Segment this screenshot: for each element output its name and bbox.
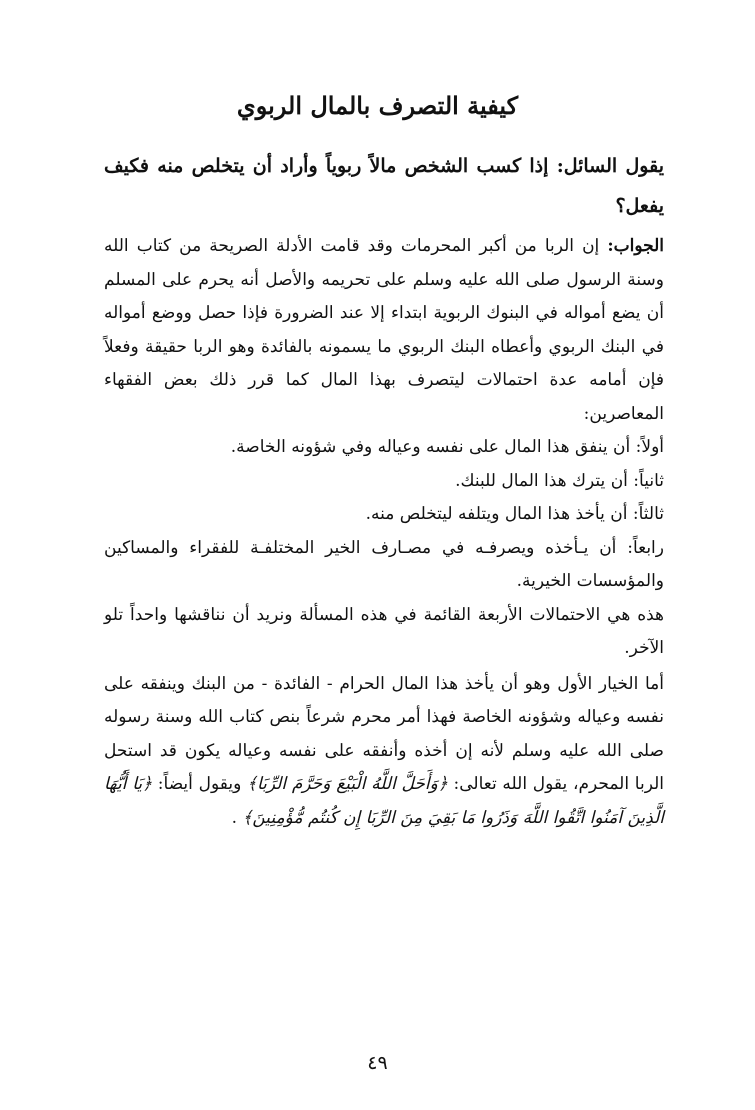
first-option-paragraph (104, 668, 664, 836)
option-item: ثالثاً: أن يأخذ هذا المال ويتلفه ليتخلص منه. (365, 504, 664, 524)
answer-paragraph (104, 230, 664, 431)
verse-connector: ويقول أيضاً: (152, 774, 242, 794)
final-period: . (231, 807, 237, 828)
question-paragraph: يقول السائل: إذا كسب الشخص مالاً ربوياً وأراد أن يتخلص منه فكيف يفعل؟ (104, 155, 664, 217)
main-text (104, 146, 664, 835)
first-option-text: أما الخيار الأول وهو أن يأخذ هذا المال الحرام - الفائدة - من البنك وينفقه على نفسه وعياله وشؤونه الخاصة فهذا أمر محرم شرعاً بنص كتاب الله وسنة رسوله صلى الله عليه وسلم لأنه إن أخذه وأنفقه على نفسه وعياله يكون قد استحل الربا المحرم، يقول الله تعالى: (104, 673, 664, 794)
answer-intro: إن الربا من أكبر المحرمات وقد قامت الأدلة الصريحة من كتاب الله وسنة الرسول صلى الله عليه وسلم على تحريمه والأصل أنه يحرم على المسلم أن يضع أمواله في البنوك الربوية ابتداء إلا عند الضرورة فإذا حصل ووضع أمواله في البنك الربوي وأعطاه البنك الربوي ما يسمونه بالفائدة وهو الربا حقيقة وفعلاً فإن أمامه عدة احتمالات ليتصرف بهذا المال كما قرر ذلك بعض الفقهاء المعاصرين: (104, 236, 664, 424)
option-item: ثانياً: أن يترك هذا المال للبنك. (455, 470, 664, 491)
quran-verse: ﴿يَا أَيُّهَا الَّذِينَ آمَنُوا اتَّقُوا اللَّهَ وَذَرُوا مَا بَقِيَ مِنَ الرِّبَا إِن كُنتُم مُّؤْمِنِينَ﴾ (104, 774, 664, 828)
page-title: كيفية التصرف بالمال الربوي (236, 91, 519, 120)
option-item: أولاً: أن ينفق هذا المال على نفسه وعياله وفي شؤونه الخاصة. (230, 437, 664, 457)
page-number: ٤٩ (367, 1052, 388, 1074)
option-item: رابعاً: أن يـأخذه ويصرفـه في مصـارف الخير المختلفـة للفقراء والمساكين والمؤسسات الخيرية. (104, 537, 664, 591)
quran-verse: ﴿وَأَحَلَّ اللَّهُ الْبَيْعَ وَحَرَّمَ الرِّبَا﴾ (247, 774, 448, 794)
answer-label: الجواب: (607, 236, 665, 256)
discussion-intro: هذه هي الاحتمالات الأربعة القائمة في هذه المسألة ونريد أن نناقشها واحداً تلو الآخر. (104, 604, 664, 658)
